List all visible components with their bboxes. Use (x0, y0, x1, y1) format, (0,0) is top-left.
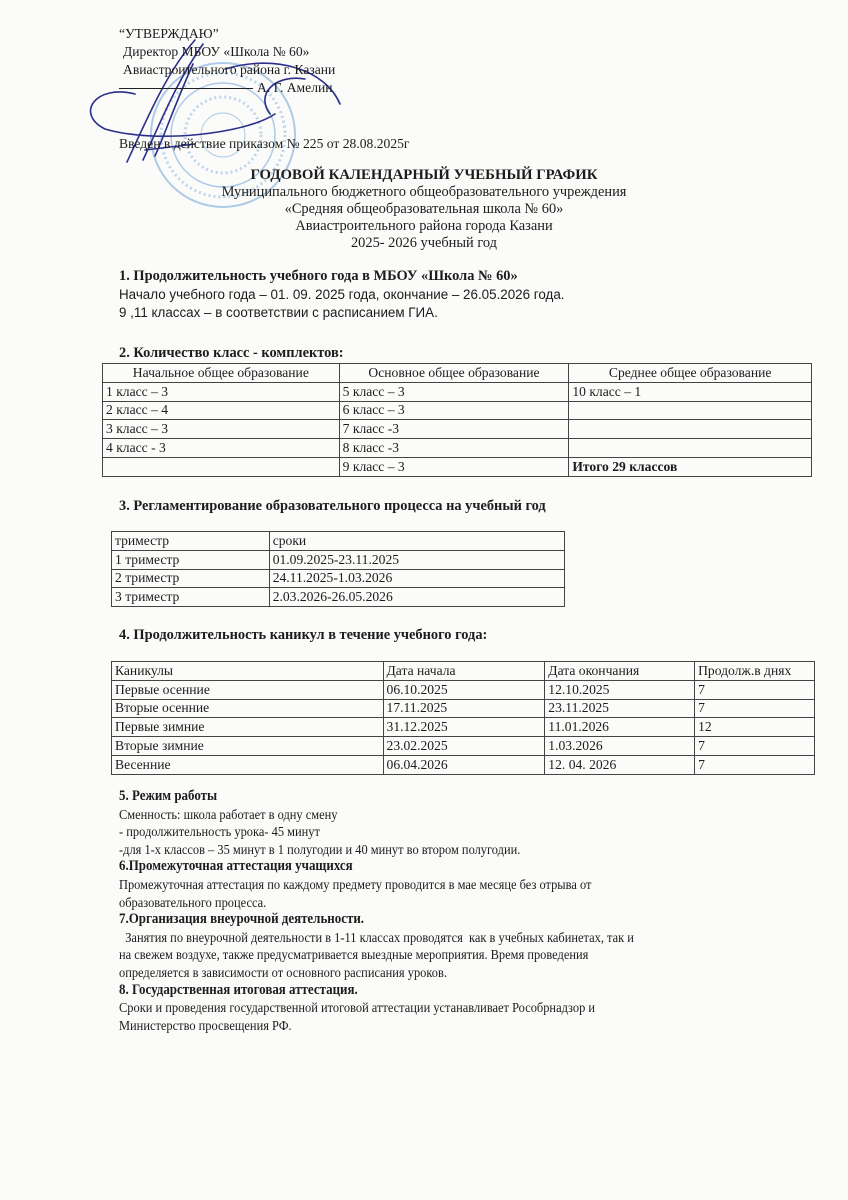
total-classes-cell: Итого 29 классов (569, 457, 812, 476)
table-cell: 7 (695, 755, 815, 774)
table-row (103, 439, 812, 458)
table-row (103, 382, 812, 401)
table-row (103, 401, 812, 420)
table-cell: 3 класс – 3 (103, 420, 340, 439)
table-header-row (103, 364, 812, 383)
section-6-line-1: Промежуточная аттестация по каждому предмету проводится в мае месяце без отрыва от (119, 876, 592, 892)
table-cell: 2 класс – 4 (103, 401, 340, 420)
table-header-row (112, 532, 565, 551)
table-header-cell: Среднее общее образование (569, 364, 812, 383)
table-cell: 7 класс -3 (339, 420, 569, 439)
table-cell: 17.11.2025 (383, 699, 545, 718)
section-8-line-1: Сроки и проведения государственной итоговой аттестации устанавливает Рособрнадзор и (119, 1000, 596, 1016)
table-cell: 2 триместр (112, 569, 270, 588)
approval-heading: “УТВЕРЖДАЮ” (119, 26, 219, 41)
section-7-line-1: Занятия по внеурочной деятельности в 1-11 классах проводятся как в учебных кабинетах, так и (119, 929, 634, 945)
section-1-line-2: 9 ,11 классах – в соответствии с расписанием ГИА. (119, 305, 438, 320)
table-row (112, 755, 815, 774)
table-row (112, 680, 815, 699)
trimester-table (111, 531, 565, 607)
document-title: ГОДОВОЙ КАЛЕНДАРНЫЙ УЧЕБНЫЙ ГРАФИК (250, 167, 598, 183)
section-8-line-2: Министерство просвещения РФ. (119, 1017, 292, 1033)
table-cell: Вторые зимние (112, 737, 384, 756)
table-row (112, 737, 815, 756)
class-count-table (102, 363, 812, 477)
table-row (112, 569, 565, 588)
table-cell: 11.01.2026 (545, 718, 695, 737)
holidays-table (111, 661, 815, 775)
approval-signatory: А. Г. Амелин (257, 80, 333, 95)
title-line-3: Авиастроительного района города Казани (295, 218, 553, 234)
lower-sections (119, 788, 812, 1034)
section-4-heading: 4. Продолжительность каникул в течение учебного года: (119, 627, 488, 643)
table-header-cell: Основное общее образование (339, 364, 569, 383)
table-row (103, 457, 812, 476)
table-cell: 7 (695, 699, 815, 718)
approval-district: Авиастроительного района г. Казани (123, 62, 336, 77)
table-cell: 23.02.2025 (383, 737, 545, 756)
table-cell: 06.04.2026 (383, 755, 545, 774)
table-cell: 23.11.2025 (545, 699, 695, 718)
table-header-cell: Продолж.в днях (695, 662, 815, 681)
table-cell: 06.10.2025 (383, 680, 545, 699)
table-header-cell: Начальное общее образование (103, 364, 340, 383)
table-row (112, 550, 565, 569)
table-cell: 7 (695, 737, 815, 756)
table-cell: Первые зимние (112, 718, 384, 737)
title-line-4: 2025- 2026 учебный год (350, 235, 497, 251)
table-cell: 4 класс - 3 (103, 439, 340, 458)
section-2-heading: 2. Количество класс - комплектов: (119, 345, 344, 361)
section-7-line-3: определяется в зависимости от основного расписания уроков. (119, 964, 447, 980)
table-cell: 3 триместр (112, 588, 270, 607)
order-line: Введен в действие приказом № 225 от 28.08.2025г (119, 136, 410, 151)
table-header-row (112, 662, 815, 681)
section-7-heading: 7.Организация внеурочной деятельности. (119, 911, 365, 928)
title-line-1: Муниципального бюджетного общеобразовательного учреждения (221, 184, 627, 200)
table-cell: 7 (695, 680, 815, 699)
table-cell (569, 401, 812, 420)
table-header-cell: сроки (269, 532, 564, 551)
table-cell: 5 класс – 3 (339, 382, 569, 401)
title-line-2: «Средняя общеобразовательная школа № 60» (284, 201, 564, 217)
table-cell: 12. 04. 2026 (545, 755, 695, 774)
table-cell: 24.11.2025-1.03.2026 (269, 569, 564, 588)
table-cell: 1.03.2026 (545, 737, 695, 756)
table-cell: 12.10.2025 (545, 680, 695, 699)
table-cell: Первые осенние (112, 680, 384, 699)
table-cell: 9 класс – 3 (339, 457, 569, 476)
section-7-line-2: на свежем воздухе, также предусматривается выездные мероприятия. Время проведения (119, 947, 589, 963)
section-1-heading: 1. Продолжительность учебного года в МБОУ «Школа № 60» (119, 268, 518, 284)
table-cell: 1 класс – 3 (103, 382, 340, 401)
table-cell (569, 420, 812, 439)
table-cell (569, 439, 812, 458)
table-cell: Весенние (112, 755, 384, 774)
table-cell: Вторые осенние (112, 699, 384, 718)
approval-position: Директор МБОУ «Школа № 60» (123, 44, 310, 59)
section-3-heading: 3. Регламентирование образовательного процесса на учебный год (119, 498, 546, 514)
table-cell: 2.03.2026-26.05.2026 (269, 588, 564, 607)
approval-block (119, 25, 335, 97)
table-cell: 6 класс – 3 (339, 401, 569, 420)
table-row (112, 699, 815, 718)
section-5-line-3: -для 1-х классов – 35 минут в 1 полугодии и 40 минут во втором полугодии. (119, 841, 521, 857)
section-5-line-1: Сменность: школа работает в одну смену (119, 806, 338, 822)
section-5-line-2: - продолжительность урока- 45 минут (119, 824, 320, 840)
table-row (112, 718, 815, 737)
table-header-cell: Дата начала (383, 662, 545, 681)
table-header-cell: Каникулы (112, 662, 384, 681)
table-header-cell: Дата окончания (545, 662, 695, 681)
section-6-line-2: образовательного процесса. (119, 894, 267, 910)
table-row (103, 420, 812, 439)
section-5-heading: 5. Режим работы (119, 788, 218, 804)
table-cell: 1 триместр (112, 550, 270, 569)
table-header-cell: триместр (112, 532, 270, 551)
section-8-heading: 8. Государственная итоговая аттестация. (119, 981, 358, 998)
table-cell: 31.12.2025 (383, 718, 545, 737)
table-cell: 01.09.2025-23.11.2025 (269, 550, 564, 569)
table-cell (103, 457, 340, 476)
table-row (112, 588, 565, 607)
section-1-line-1: Начало учебного года – 01. 09. 2025 года, окончание – 26.05.2026 года. (119, 287, 565, 302)
document-title-block (0, 167, 848, 252)
section-6-heading: 6.Промежуточная аттестация учащихся (119, 858, 353, 875)
table-cell: 8 класс -3 (339, 439, 569, 458)
table-cell: 12 (695, 718, 815, 737)
table-cell: 10 класс – 1 (569, 382, 812, 401)
signature-line (119, 88, 253, 89)
